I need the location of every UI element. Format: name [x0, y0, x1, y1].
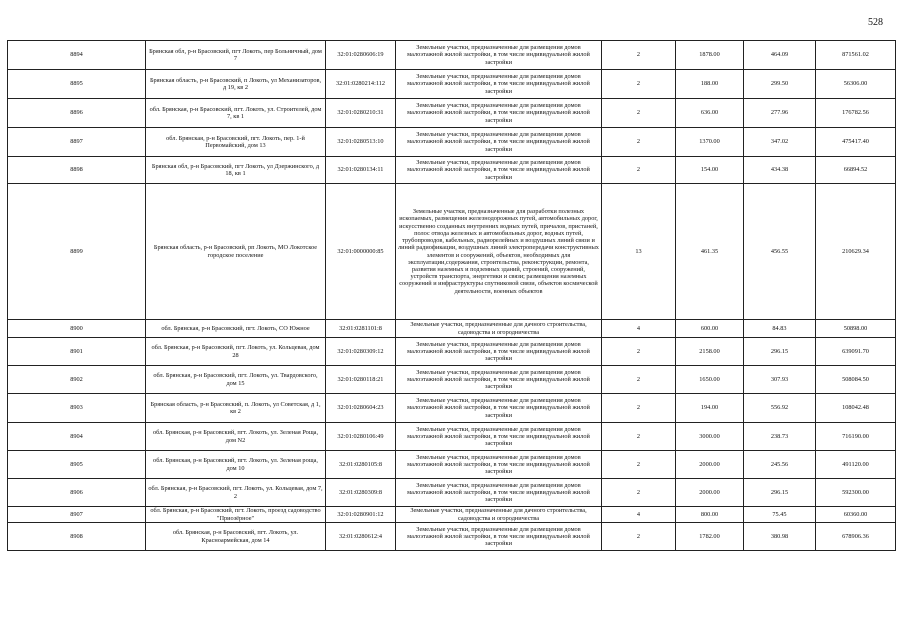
cadastral-number-cell: 32:01:0280612:4: [326, 523, 396, 551]
rate-cell: 296.15: [744, 479, 816, 507]
area-cell: 461.35: [676, 184, 744, 320]
area-cell: 2158.00: [676, 338, 744, 366]
rate-cell: 464.09: [744, 41, 816, 70]
table-row: [8, 338, 896, 366]
area-cell: 636.00: [676, 99, 744, 128]
land-use-cell: Земельные участки, предназначенные для дачного строительства, садоводства и огородничества: [396, 507, 602, 523]
table-row: [8, 70, 896, 99]
area-cell: 2000.00: [676, 451, 744, 479]
area-cell: 1782.00: [676, 523, 744, 551]
address-cell: Брянская обл, р-н Брасовский, пгт Локоть, пер Больничный, дом 7: [146, 41, 326, 70]
rate-cell: 84.83: [744, 320, 816, 338]
cadastral-number-cell: 32:01:0000000:85: [326, 184, 396, 320]
land-use-cell: Земельные участки, предназначенные для дачного строительства, садоводства и огородничества: [396, 320, 602, 338]
address-cell: Брянская область, р-н Брасовский, п. Локоть, ул Советская, д 1, кв 2: [146, 394, 326, 423]
land-use-cell: Земельные участки, предназначенные для разработки полезных ископаемых, размещения железнодорожных путей, автомобильных дорог, искусственно созданных внутренних водных путей, причалов, пристаней, полос отвода железных и автомобильных дорог, водных путей, трубопроводов, кабельных, радиорелейных и воздушных линий связи и линий радиофикации, воздушных линий электропередачи конструктивных элементов и сооружений, объектов, необходимых для эксплуатации,содержания, строительства, реконструкции, ремонта, развития наземных и подземных зданий, строений, сооружений, устройств транспорта, энергетики и связи; размещения наземных сооружений и инфраструктуры спутниковой связи, объектов космической деятельности, военных объектов: [396, 184, 602, 320]
rate-cell: 307.93: [744, 366, 816, 394]
address-cell: обл. Брянская, р-н Брасовский, пгт. Локоть, СО Южное: [146, 320, 326, 338]
land-use-cell: Земельные участки, предназначенные для размещения домов малоэтажной жилой застройки, в том числе индивидуальной жилой застройки: [396, 128, 602, 157]
area-cell: 800.00: [676, 507, 744, 523]
group-cell: 13: [602, 184, 676, 320]
row-number: 8898: [8, 157, 146, 184]
cadastral-register-table: [7, 40, 896, 551]
area-cell: 2000.00: [676, 479, 744, 507]
land-use-cell: Земельные участки, предназначенные для размещения домов малоэтажной жилой застройки, в том числе индивидуальной жилой застройки: [396, 451, 602, 479]
rate-cell: 75.45: [744, 507, 816, 523]
page-number: 528: [868, 17, 883, 28]
area-cell: 194.00: [676, 394, 744, 423]
group-cell: 2: [602, 41, 676, 70]
row-number: 8907: [8, 507, 146, 523]
land-use-cell: Земельные участки, предназначенные для размещения домов малоэтажной жилой застройки, в том числе индивидуальной жилой застройки: [396, 338, 602, 366]
row-number: 8904: [8, 423, 146, 451]
table-row: [8, 366, 896, 394]
land-use-cell: Земельные участки, предназначенные для размещения домов малоэтажной жилой застройки, в том числе индивидуальной жилой застройки: [396, 479, 602, 507]
cadastral-number-cell: 32:01:0280901:12: [326, 507, 396, 523]
group-cell: 2: [602, 366, 676, 394]
rate-cell: 245.56: [744, 451, 816, 479]
cadastral-value-cell: 639091.70: [816, 338, 896, 366]
group-cell: 4: [602, 320, 676, 338]
cadastral-number-cell: 32:01:0280118:21: [326, 366, 396, 394]
row-number: 8908: [8, 523, 146, 551]
group-cell: 2: [602, 157, 676, 184]
row-number: 8895: [8, 70, 146, 99]
address-cell: Брянская область, р-н Брасовский, п Локоть, ул Механизаторов, д 19, кв 2: [146, 70, 326, 99]
rate-cell: 238.73: [744, 423, 816, 451]
cadastral-number-cell: 32:01:0280106:49: [326, 423, 396, 451]
rate-cell: 456.55: [744, 184, 816, 320]
row-number: 8899: [8, 184, 146, 320]
table-row: [8, 99, 896, 128]
land-use-cell: Земельные участки, предназначенные для размещения домов малоэтажной жилой застройки, в том числе индивидуальной жилой застройки: [396, 366, 602, 394]
cadastral-number-cell: 32:01:0280214:112: [326, 70, 396, 99]
cadastral-value-cell: 210629.34: [816, 184, 896, 320]
land-use-cell: Земельные участки, предназначенные для размещения домов малоэтажной жилой застройки, в том числе индивидуальной жилой застройки: [396, 157, 602, 184]
area-cell: 1650.00: [676, 366, 744, 394]
cadastral-value-cell: 871561.02: [816, 41, 896, 70]
table-body: [8, 41, 896, 551]
cadastral-value-cell: 60360.00: [816, 507, 896, 523]
address-cell: обл. Брянская, р-н Брасовский, пгт. Локоть, проезд садоводство "Приозёрное": [146, 507, 326, 523]
row-number: 8905: [8, 451, 146, 479]
row-number: 8903: [8, 394, 146, 423]
rate-cell: 556.92: [744, 394, 816, 423]
table-row: [8, 423, 896, 451]
rate-cell: 380.98: [744, 523, 816, 551]
cadastral-number-cell: 32:01:0280309:12: [326, 338, 396, 366]
table-row: [8, 128, 896, 157]
row-number: 8897: [8, 128, 146, 157]
row-number: 8896: [8, 99, 146, 128]
group-cell: 2: [602, 128, 676, 157]
table-row: [8, 479, 896, 507]
area-cell: 154.00: [676, 157, 744, 184]
row-number: 8906: [8, 479, 146, 507]
land-use-cell: Земельные участки, предназначенные для размещения домов малоэтажной жилой застройки, в том числе индивидуальной жилой застройки: [396, 394, 602, 423]
cadastral-value-cell: 56306.00: [816, 70, 896, 99]
table-row: [8, 157, 896, 184]
table-row: [8, 394, 896, 423]
cadastral-value-cell: 491120.00: [816, 451, 896, 479]
land-use-cell: Земельные участки, предназначенные для размещения домов малоэтажной жилой застройки, в том числе индивидуальной жилой застройки: [396, 99, 602, 128]
table-row: [8, 451, 896, 479]
area-cell: 3000.00: [676, 423, 744, 451]
rate-cell: 299.50: [744, 70, 816, 99]
group-cell: 2: [602, 99, 676, 128]
row-number: 8902: [8, 366, 146, 394]
area-cell: 1878.00: [676, 41, 744, 70]
cadastral-value-cell: 716190.00: [816, 423, 896, 451]
table-row: [8, 320, 896, 338]
table-row: [8, 507, 896, 523]
row-number: 8900: [8, 320, 146, 338]
group-cell: 2: [602, 338, 676, 366]
cadastral-number-cell: 32:01:0280210:31: [326, 99, 396, 128]
group-cell: 2: [602, 70, 676, 99]
address-cell: обл. Брянская, р-н Брасовский, пгт. Локоть, пер. 1-й Первомайский, дом 13: [146, 128, 326, 157]
land-use-cell: Земельные участки, предназначенные для размещения домов малоэтажной жилой застройки, в том числе индивидуальной жилой застройки: [396, 423, 602, 451]
address-cell: обл. Брянская, р-н Брасовский, пгт. Локоть, ул. Кольцевая, дом 28: [146, 338, 326, 366]
cadastral-number-cell: 32:01:0280105:8: [326, 451, 396, 479]
cadastral-value-cell: 50898.00: [816, 320, 896, 338]
group-cell: 2: [602, 523, 676, 551]
table-row: [8, 184, 896, 320]
cadastral-value-cell: 66894.52: [816, 157, 896, 184]
rate-cell: 277.96: [744, 99, 816, 128]
group-cell: 2: [602, 394, 676, 423]
cadastral-value-cell: 475417.40: [816, 128, 896, 157]
address-cell: обл. Брянская, р-н Брасовский, пгт. Локоть, ул. Кольцевая, дом 7, 2: [146, 479, 326, 507]
address-cell: Брянская область, р-н Брасовский, рп Локоть, МО Локотское городское поселение: [146, 184, 326, 320]
rate-cell: 434.38: [744, 157, 816, 184]
address-cell: обл. Брянская, р-н Брасовский, пгт. Локоть, ул. Зеленая роща, дом 10: [146, 451, 326, 479]
area-cell: 600.00: [676, 320, 744, 338]
address-cell: обл. Брянская, р-н Брасовский, пгт. Локоть, ул. Красноармейская, дом 14: [146, 523, 326, 551]
area-cell: 1370.00: [676, 128, 744, 157]
cadastral-value-cell: 108042.48: [816, 394, 896, 423]
address-cell: обл. Брянская, р-н Брасовский, пгт. Локоть, ул. Строителей, дом 7, кв 1: [146, 99, 326, 128]
cadastral-number-cell: 32:01:0281101:8: [326, 320, 396, 338]
cadastral-number-cell: 32:01:0280604:23: [326, 394, 396, 423]
rate-cell: 296.15: [744, 338, 816, 366]
cadastral-value-cell: 678906.36: [816, 523, 896, 551]
table-row: [8, 41, 896, 70]
cadastral-number-cell: 32:01:0280134:11: [326, 157, 396, 184]
land-use-cell: Земельные участки, предназначенные для размещения домов малоэтажной жилой застройки, в том числе индивидуальной жилой застройки: [396, 70, 602, 99]
address-cell: Брянская обл, р-н Брасовский, пгт Локоть, ул Дзержинского, д 18, кв 1: [146, 157, 326, 184]
land-use-cell: Земельные участки, предназначенные для размещения домов малоэтажной жилой застройки, в том числе индивидуальной жилой застройки: [396, 41, 602, 70]
cadastral-number-cell: 32:01:0280309:8: [326, 479, 396, 507]
row-number: 8901: [8, 338, 146, 366]
cadastral-value-cell: 176782.56: [816, 99, 896, 128]
table-row: [8, 523, 896, 551]
cadastral-number-cell: 32:01:0280606:19: [326, 41, 396, 70]
address-cell: обл. Брянская, р-н Брасовский, пгт. Локоть, ул. Зеленая Роща, дом N2: [146, 423, 326, 451]
group-cell: 2: [602, 479, 676, 507]
cadastral-number-cell: 32:01:0280513:10: [326, 128, 396, 157]
group-cell: 2: [602, 423, 676, 451]
group-cell: 2: [602, 451, 676, 479]
row-number: 8894: [8, 41, 146, 70]
cadastral-value-cell: 592300.00: [816, 479, 896, 507]
address-cell: обл. Брянская, р-н Брасовский, пгт. Локоть, ул. Твардовского, дом 15: [146, 366, 326, 394]
group-cell: 4: [602, 507, 676, 523]
cadastral-value-cell: 508084.50: [816, 366, 896, 394]
land-use-cell: Земельные участки, предназначенные для размещения домов малоэтажной жилой застройки, в том числе индивидуальной жилой застройки: [396, 523, 602, 551]
area-cell: 188.00: [676, 70, 744, 99]
rate-cell: 347.02: [744, 128, 816, 157]
